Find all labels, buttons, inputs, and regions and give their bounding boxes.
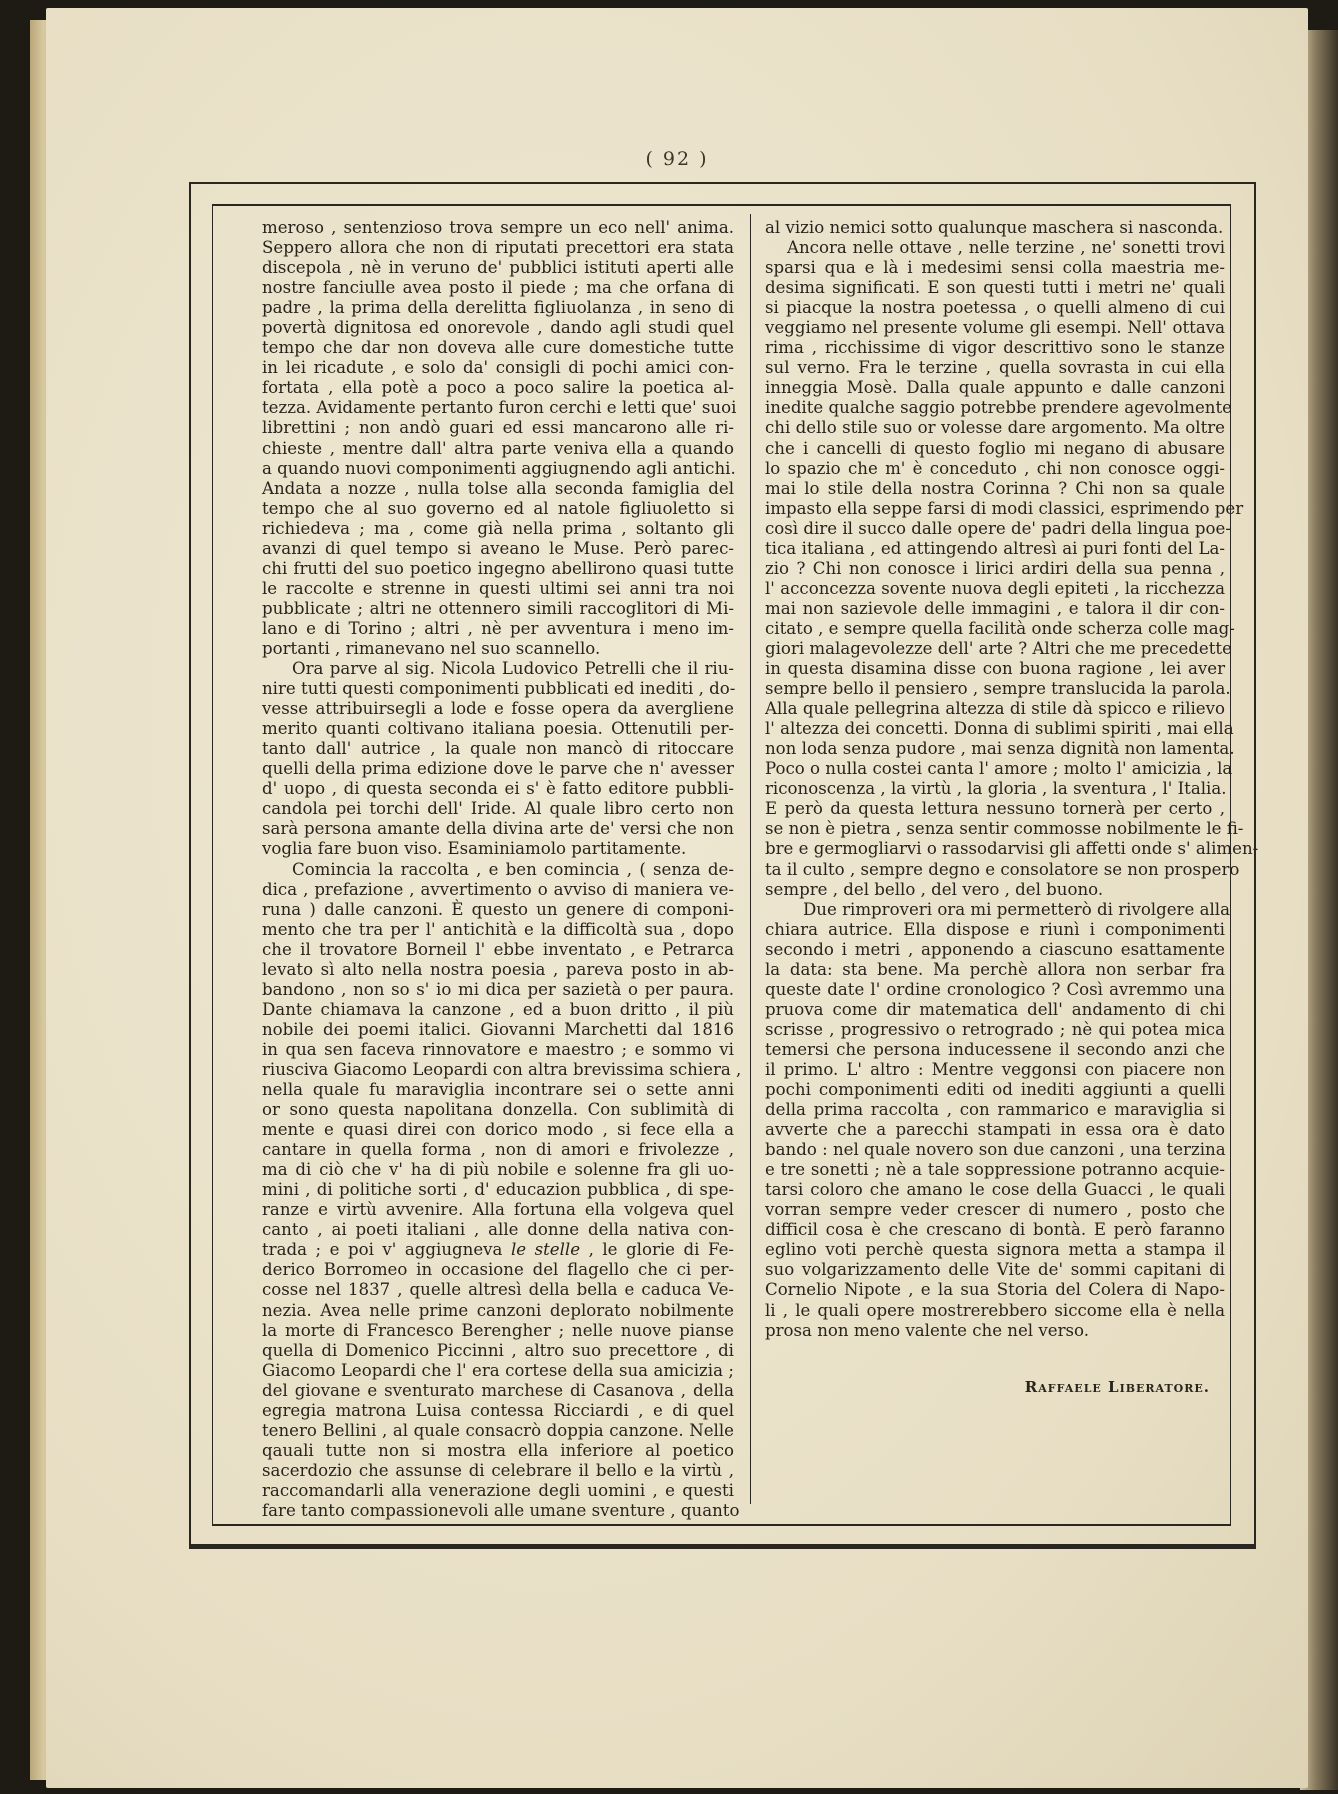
text-line: l' acconcezza sovente nuova degli epiteti , la ricchezza — [765, 578, 1225, 598]
text-line: nella quale fu maraviglia incontrare sei o sette anni — [262, 1080, 734, 1100]
text-line: or sono questa napolitana donzella. Con sublimità di — [262, 1100, 734, 1120]
text-line: E però da questa lettura nessuno tornerà per certo , — [765, 799, 1225, 819]
text-line: Due rimproveri ora mi permetterò di rivolgere alla — [803, 899, 1230, 919]
text-line: egregia matrona Luisa contessa Ricciardi , e di quel — [262, 1400, 734, 1420]
text-line: librettini ; non andò guari ed essi mancarono alle ri- — [262, 418, 734, 438]
text-line: Comincia la raccolta , e ben comincia , ( senza de- — [292, 859, 734, 879]
text-line: avanzi di quel tempo si aveano le Muse. Però parec- — [262, 538, 734, 558]
text-line: mento che tra per l' antichità e la difficoltà sua , dopo — [262, 919, 734, 939]
text-line: difficil cosa è che crescano di bontà. E però faranno — [765, 1220, 1225, 1240]
text-line: riusciva Giacomo Leopardi con altra brevissima schiera , — [262, 1059, 742, 1079]
text-line: in qua sen faceva rinnovatore e maestro ; e sommo vi — [262, 1039, 734, 1059]
text-line: chi dello stile suo or volesse dare argomento. Ma oltre — [765, 418, 1225, 438]
text-line: scrisse , progressivo o retrogrado ; nè qui potea mica — [765, 1019, 1225, 1039]
text-line: Dante chiamava la canzone , ed a buon dritto , il più — [262, 999, 734, 1019]
text-line: li , le quali opere mostrerebbero siccome ella è nella — [765, 1300, 1225, 1320]
text-line: bandono , non so s' io mi dica per sazietà o per paura. — [262, 979, 734, 999]
text-line: in questa disamina disse con buona ragione , lei aver — [765, 659, 1225, 679]
text-line: discepola , nè in veruno de' pubblici istituti aperti alle — [262, 258, 734, 278]
right-text-column — [765, 218, 1259, 1508]
text-line: povertà dignitosa ed onorevole , dando agli studi quel — [262, 318, 734, 338]
text-line: voglia fare buon viso. Esaminiamolo partitamente. — [262, 839, 687, 859]
text-line: qauali tutte non si mostra ella inferiore al poetico — [262, 1440, 734, 1460]
text-line: la data: sta bene. Ma perchè allora non serbar fra — [765, 959, 1225, 979]
text-line: sempre , del bello , del vero , del buono. — [765, 879, 1104, 899]
text-line: tica italiana , ed attingendo altresì ai puri fonti del La- — [765, 538, 1225, 558]
text-line: cosse nel 1837 , quelle altresì della bella e caduca Ve- — [262, 1280, 734, 1300]
text-line: candola pei torchi dell' Iride. Al quale libro certo non — [262, 799, 734, 819]
text-line: derico Borromeo in occasione del flagello che ci per- — [262, 1260, 734, 1280]
text-line: lano e di Torino ; altri , nè per avventura i meno im- — [262, 618, 734, 638]
text-line: nezia. Avea nelle prime canzoni deplorato nobilmente — [262, 1300, 734, 1320]
text-line: tezza. Avidamente pertanto furon cerchi e letti que' suoi — [262, 398, 737, 418]
text-fragment: , le glorie di Fe- — [588, 1240, 735, 1260]
text-line: bando : nel quale novero son due canzoni , una terzina — [765, 1140, 1226, 1160]
text-line: Alla quale pellegrina altezza di stile dà spicco e rilievo — [765, 699, 1225, 719]
text-line: chiara autrice. Ella dispose e riunì i componimenti — [765, 919, 1225, 939]
text-line: merito quanti coltivano italiana poesia. Ottenutili per- — [262, 719, 734, 739]
text-line: l' altezza dei concetti. Donna di sublimi spiriti , mai ella — [765, 719, 1234, 739]
text-line: secondo i metri , apponendo a ciascuno esattamente — [765, 939, 1225, 959]
text-line: la morte di Francesco Berengher ; nelle nuove pianse — [262, 1320, 734, 1340]
text-line: in lei ricadute , e solo da' consigli di pochi amici con- — [262, 358, 734, 378]
text-line: nostre fanciulle avea posto il piede ; ma che orfana di — [262, 278, 734, 298]
text-line: chi frutti del suo poetico ingegno abellirono quasi tutte — [262, 558, 734, 578]
text-line: chieste , mentre dall' altra parte veniva ella a quando — [262, 438, 734, 458]
text-line: canto , ai poeti italiani , alle donne della nativa con- — [262, 1220, 734, 1240]
text-line: fortata , ella potè a poco a poco salire la poetica al- — [262, 378, 734, 398]
text-line: Cornelio Nipote , e la sua Storia del Colera di Napo- — [765, 1280, 1225, 1300]
text-line: inneggia Mosè. Dalla quale appunto e dalle canzoni — [765, 378, 1225, 398]
text-line: nire tutti questi componimenti pubblicati ed inediti , do- — [262, 679, 736, 699]
text-line: avverte che a parecchi stampati in essa ora è dato — [765, 1120, 1225, 1140]
text-line: suo volgarizzamento delle Vite de' sommi capitani di — [765, 1260, 1225, 1280]
text-line: il primo. L' altro : Mentre veggonsi con piacere non — [765, 1059, 1225, 1079]
text-line: tenero Bellini , al quale consacrò doppia canzone. Nelle — [262, 1420, 734, 1440]
text-line: e tre sonetti ; nè a tale soppressione potranno acquie- — [765, 1160, 1225, 1180]
text-line: giori malagevolezze dell' arte ? Altri che me precedette — [765, 638, 1232, 658]
text-line: mini , di politiche sorti , d' educazion pubblica , di spe- — [262, 1180, 734, 1200]
text-line: mente e quasi direi con dorico modo , si fece ella a — [262, 1120, 734, 1140]
text-line: dica , prefazione , avvertimento o avviso di maniera ve- — [262, 879, 734, 899]
text-line: padre , la prima della derelitta figliuolanza , in seno di — [262, 298, 734, 318]
text-line: Ancora nelle ottave , nelle terzine , ne' sonetti trovi — [787, 238, 1225, 258]
text-line: del giovane e sventurato marchese di Casanova , della — [262, 1380, 734, 1400]
author-signature: Raffaele Liberatore. — [1024, 1378, 1210, 1396]
text-line: tanto dall' autrice , la quale non mancò di ritoccare — [262, 739, 734, 759]
bottom-rule — [189, 1544, 1256, 1546]
text-line: non loda senza pudore , mai senza dignità non lamenta. — [765, 739, 1235, 759]
text-line: queste date l' ordine cronologico ? Così avremmo una — [765, 979, 1225, 999]
text-line: temersi che persona inducessene il secondo anzi che — [765, 1039, 1225, 1059]
text-line: ta il culto , sempre degno e consolatore se non prospero — [765, 859, 1240, 879]
text-line: richiedeva ; ma , come già nella prima , soltanto gli — [262, 518, 734, 538]
text-line: riconoscenza , la virtù , la gloria , la sventura , l' Italia. — [765, 779, 1227, 799]
text-line: bre e germogliarvi o rassodarvisi gli affetti onde s' alimen- — [765, 839, 1259, 859]
text-line: che il trovatore Borneil l' ebbe inventato , e Petrarca — [262, 939, 734, 959]
text-line: pruova come dir matematica dell' andamento di chi — [765, 999, 1225, 1019]
text-line: mai non sazievole delle immagini , e talora il dir con- — [765, 598, 1225, 618]
text-line: ma di ciò che v' ha di più nobile e solenne fra gli uo- — [262, 1160, 734, 1180]
italic-title-fragment: le stelle — [510, 1240, 581, 1260]
text-line: sparsi qua e là i medesimi sensi colla maestria me- — [765, 258, 1225, 278]
text-line: inedite qualche saggio potrebbe prendere agevolmente — [765, 398, 1232, 418]
text-line: pochi componimenti editi od inediti aggiunti a quelli — [765, 1080, 1225, 1100]
text-line: le raccolte e strenne in questi ultimi sei anni tra noi — [262, 578, 734, 598]
text-line: pubblicate ; altri ne ottennero simili raccoglitori di Mi- — [262, 598, 734, 618]
text-line: cantare in quella forma , non di amori e frivolezze , — [262, 1140, 734, 1160]
text-line: rima , ricchissime di vigor descrittivo sono le stanze — [765, 338, 1225, 358]
page-number: ( 92 ) — [645, 148, 709, 170]
left-text-column — [262, 218, 742, 1520]
text-line: a quando nuovi componimenti aggiugnendo agli antichi. — [262, 458, 736, 478]
text-line: tarsi coloro che amano le cose della Guacci , le quali — [765, 1180, 1225, 1200]
text-line: mai lo stile della nostra Corinna ? Chi non sa quale — [765, 478, 1225, 498]
text-line: lo spazio che m' è conceduto , chi non conosce oggi- — [765, 458, 1225, 478]
text-line: Ora parve al sig. Nicola Ludovico Petrelli che il riu- — [292, 659, 734, 679]
text-line: levato sì alto nella nostra poesia , pareva posto in ab- — [262, 959, 734, 979]
text-line: sul verno. Fra le terzine , quella sovrasta in cui ella — [765, 358, 1225, 378]
text-line: sarà persona amante della divina arte de' versi che non — [262, 819, 734, 839]
text-line: fare tanto compassionevoli alle umane sventure , quanto — [262, 1501, 740, 1520]
text-line: portanti , rimanevano nel suo scannello. — [262, 638, 601, 658]
text-line: sacerdozio che assunse di celebrare il bello e la virtù , — [262, 1460, 734, 1480]
text-line-with-italic — [262, 1240, 734, 1260]
text-line: vorran sempre veder crescer di numero , posto che — [765, 1200, 1225, 1220]
column-divider — [750, 214, 751, 1504]
text-line: tempo che al suo governo ed al natole figliuoletto si — [262, 498, 734, 518]
text-line: al vizio nemici sotto qualunque maschera si nasconda. — [765, 218, 1224, 237]
text-line: d' uopo , di questa seconda ei s' è fatto editore pubbli- — [262, 779, 734, 799]
text-line: veggiamo nel presente volume gli esempi. Nell' ottava — [765, 318, 1225, 338]
text-line: Poco o nulla costei canta l' amore ; molto l' amicizia , la — [765, 759, 1233, 779]
text-line: della prima raccolta , con rammarico e maraviglia si — [765, 1100, 1225, 1120]
text-line: citato , e sempre quella facilità onde scherza colle mag- — [765, 618, 1235, 638]
text-line: Giacomo Leopardi che l' era cortese della sua amicizia ; — [262, 1360, 734, 1380]
text-line: zio ? Chi non conosce i lirici ardiri della sua penna , — [765, 558, 1225, 578]
text-line: vesse attribuirsegli a lode e fosse opera da avergliene — [262, 699, 734, 719]
text-line: runa ) dalle canzoni. È questo un genere di componi- — [262, 899, 734, 919]
text-line: se non è pietra , senza sentir commosse nobilmente le fi- — [765, 819, 1244, 839]
text-line: tempo che dar non doveva alle cure domestiche tutte — [262, 338, 734, 358]
text-line: ranze e virtù avvenire. Alla fortuna ella volgeva quel — [262, 1200, 734, 1220]
text-line: Andata a nozze , nulla tolse alla seconda famiglia del — [262, 478, 734, 498]
text-fragment: trada ; e poi v' aggiugneva — [262, 1240, 503, 1260]
text-line: si piacque la nostra poetessa , o quelli almeno di cui — [765, 298, 1225, 318]
text-line: Seppero allora che non di riputati precettori era stata — [262, 238, 734, 258]
text-line: così dire il succo dalle opere de' padri della lingua poe- — [765, 518, 1231, 538]
text-line: quelli della prima edizione dove le parve che n' avesser — [262, 759, 734, 779]
text-line: sempre bello il pensiero , sempre translucida la parola. — [765, 679, 1231, 699]
text-line: che i cancelli di questo foglio mi negano di abusare — [765, 438, 1225, 458]
text-line: nobile dei poemi italici. Giovanni Marchetti dal 1816 — [262, 1019, 734, 1039]
text-line: eglino voti perchè questa signora metta a stampa il — [765, 1240, 1225, 1260]
text-line: raccomandarli alla venerazione degli uomini , e questi — [262, 1480, 734, 1500]
text-line: impasto ella seppe farsi di modi classici, esprimendo per — [765, 498, 1244, 518]
text-line: desima significati. E son questi tutti i metri ne' quali — [765, 278, 1225, 298]
text-line: prosa non meno valente che nel verso. — [765, 1320, 1089, 1340]
text-line: quella di Domenico Piccinni , altro suo precettore , di — [262, 1340, 734, 1360]
text-line: meroso , sentenzioso trova sempre un eco nell' anima. — [262, 218, 734, 237]
